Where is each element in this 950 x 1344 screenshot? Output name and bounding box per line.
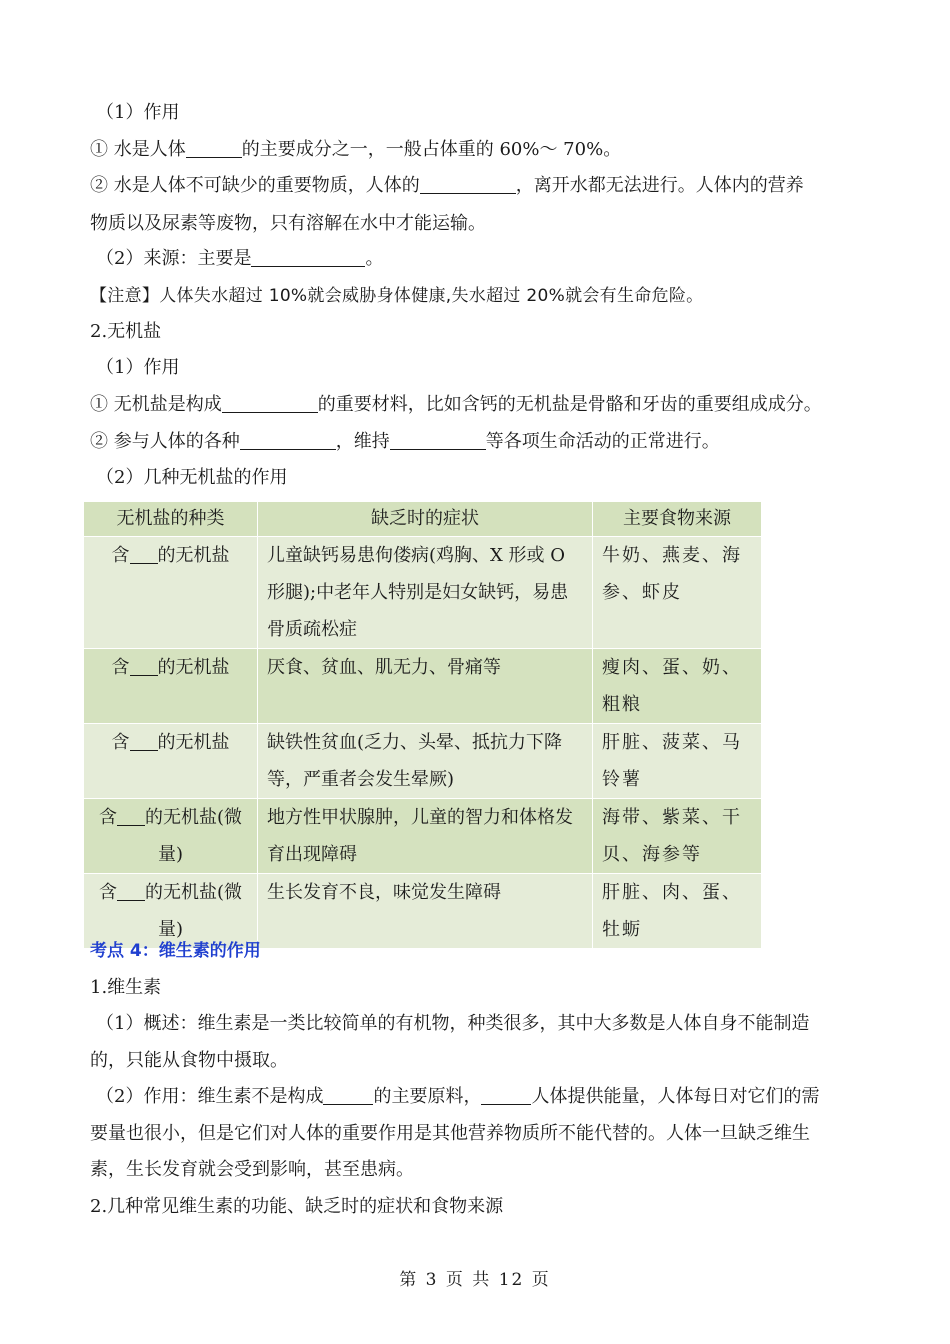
table-row <box>84 724 762 799</box>
cell-food: 肝脏、肉、蛋、牡蛎 <box>593 874 762 949</box>
fill-blank[interactable] <box>117 882 145 901</box>
fill-blank[interactable] <box>130 545 158 564</box>
cell-kind: 含 的无机盐 <box>84 649 258 724</box>
table-row <box>84 537 762 649</box>
vitamin-overview: （1）概述：维生素是一类比较简单的有机物，种类很多，其中大多数是人体自身不能制造 <box>96 1013 810 1034</box>
vitamin-overview-cont: 的，只能从食物中摄取。 <box>90 1050 288 1071</box>
fill-blank[interactable] <box>240 431 336 450</box>
water-function-heading: （1）作用 <box>96 102 180 123</box>
cell-symptom: 缺铁性贫血(乏力、头晕、抵抗力下降等，严重者会发生晕厥) <box>258 724 593 799</box>
table-row <box>84 799 762 874</box>
cell-symptom: 地方性甲状腺肿，儿童的智力和体格发育出现障碍 <box>258 799 593 874</box>
fill-blank[interactable] <box>130 732 158 751</box>
table-row <box>84 649 762 724</box>
salt-title: 2.无机盐 <box>90 321 162 342</box>
salt-point-2: ② 参与人体的各种 ，维持 等各项生命活动的正常进行。 <box>90 431 720 452</box>
vitamin-function-cont-2: 素，生长发育就会受到影响，甚至患病。 <box>90 1159 414 1180</box>
kaodian-heading: 考点 4：维生素的作用 <box>90 941 261 961</box>
cell-kind: 含 的无机盐(微量) <box>84 799 258 874</box>
cell-food: 海带、紫菜、干贝、海参等 <box>593 799 762 874</box>
water-source: （2）来源：主要是 。 <box>96 248 384 269</box>
fill-blank[interactable] <box>390 431 486 450</box>
water-point-2-cont: 物质以及尿素等废物，只有溶解在水中才能运输。 <box>90 213 486 234</box>
fill-blank[interactable] <box>117 807 145 826</box>
fill-blank[interactable] <box>323 1086 373 1105</box>
cell-symptom: 儿童缺钙易患佝偻病(鸡胸、X 形或 O 形腿);中老年人特别是妇女缺钙，易患骨质疏松症 <box>258 537 593 649</box>
cell-symptom: 生长发育不良，味觉发生障碍 <box>258 874 593 949</box>
fill-blank[interactable] <box>481 1086 531 1105</box>
vitamin-title: 1.维生素 <box>90 977 162 998</box>
water-point-2: ② 水是人体不可缺少的重要物质，人体的 ，离开水都无法进行。人体内的营养 <box>90 175 804 196</box>
vitamin-function-cont: 要量也很小，但是它们对人体的重要作用是其他营养物质所不能代替的。人体一旦缺乏维生 <box>90 1123 810 1144</box>
salt-point-1: ① 无机盐是构成 的重要材料，比如含钙的无机盐是骨骼和牙齿的重要组成成分。 <box>90 394 822 415</box>
fill-blank[interactable] <box>130 657 158 676</box>
cell-food: 肝脏、菠菜、马铃薯 <box>593 724 762 799</box>
cell-symptom: 厌食、贫血、肌无力、骨痛等 <box>258 649 593 724</box>
cell-food: 牛奶、燕麦、海参、虾皮 <box>593 537 762 649</box>
header-food: 主要食物来源 <box>593 502 762 537</box>
cell-kind: 含 的无机盐 <box>84 724 258 799</box>
salt-function-heading: （1）作用 <box>96 357 180 378</box>
fill-blank[interactable] <box>186 139 242 158</box>
fill-blank[interactable] <box>420 175 516 194</box>
cell-food: 瘦肉、蛋、奶、粗粮 <box>593 649 762 724</box>
water-point-1: ① 水是人体 的主要成分之一，一般占体重的 60%～ 70%。 <box>90 139 622 160</box>
cell-kind: 含 的无机盐 <box>84 537 258 649</box>
vitamin-function: （2）作用：维生素不是构成 的主要原料， 人体提供能量，人体每日对它们的需 <box>96 1086 820 1107</box>
fill-blank[interactable] <box>222 394 318 413</box>
salt-kinds-heading: （2）几种无机盐的作用 <box>96 467 288 488</box>
fill-blank[interactable] <box>251 248 365 267</box>
header-symptom: 缺乏时的症状 <box>258 502 593 537</box>
water-note: 【注意】人体失水超过 10%就会威胁身体健康,失水超过 20%就会有生命危险。 <box>90 286 704 306</box>
mineral-table <box>83 501 762 949</box>
vitamin-list-title: 2.几种常见维生素的功能、缺乏时的症状和食物来源 <box>90 1196 504 1217</box>
table-row <box>84 874 762 949</box>
cell-kind: 含 的无机盐(微量) <box>84 874 258 949</box>
header-kind: 无机盐的种类 <box>84 502 258 537</box>
page-footer: 第 3 页 共 12 页 <box>399 1270 551 1290</box>
